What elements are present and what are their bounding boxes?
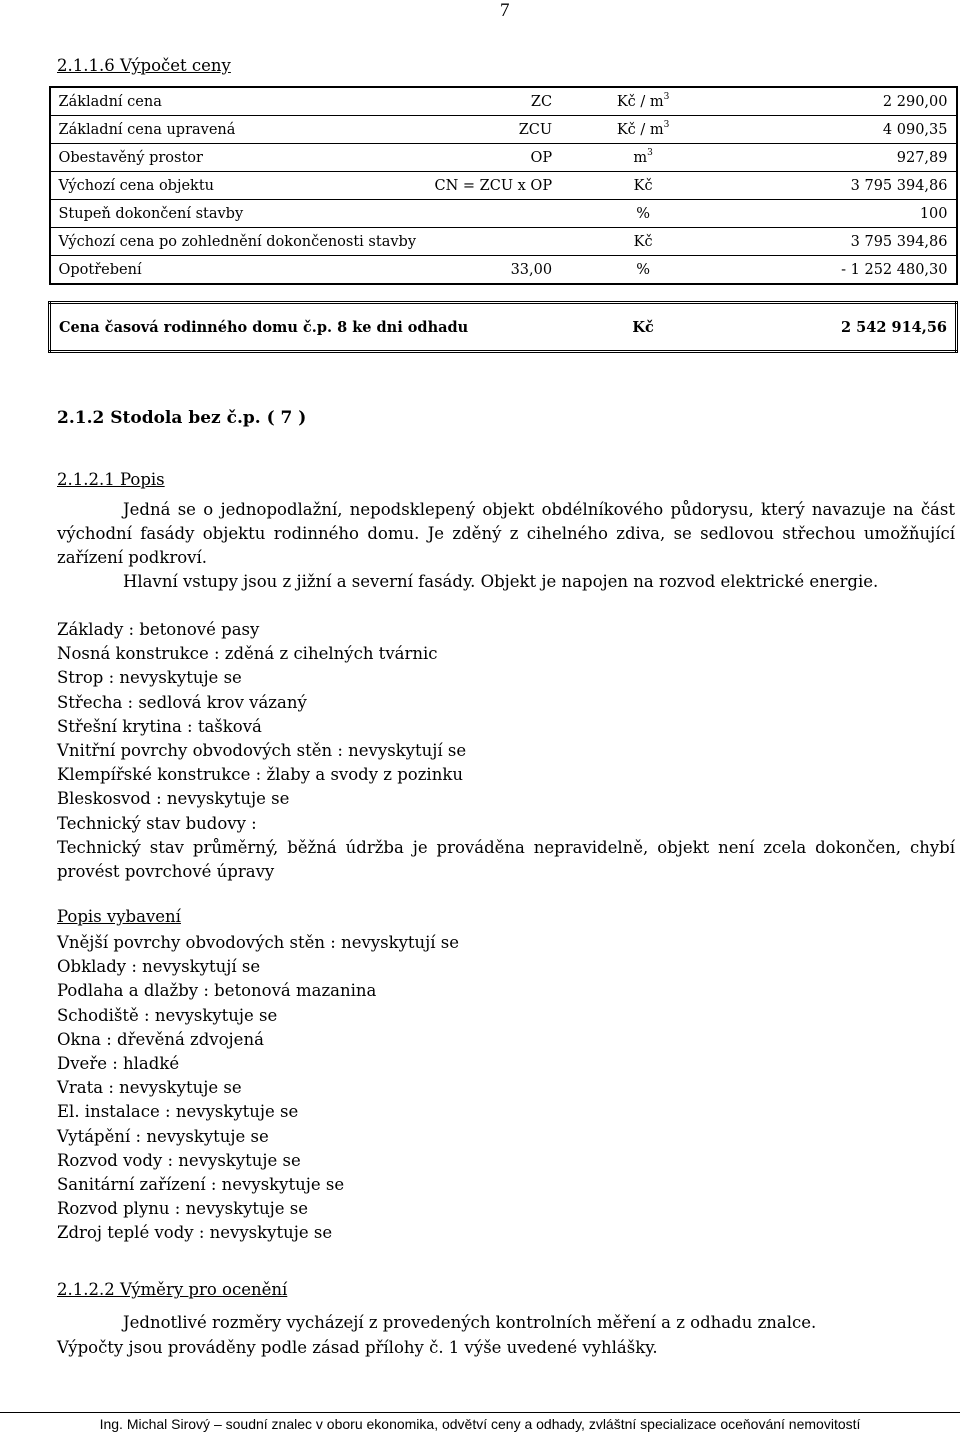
section-heading-price-calc: 2.1.1.6 Výpočet ceny (57, 56, 231, 75)
calc-row (50, 256, 957, 285)
calc-row-value: 2 290,00 (726, 87, 956, 116)
equipment-item: Rozvod plynu : nevyskytuje se (57, 1199, 309, 1219)
calc-row-unit-sup: 3 (663, 91, 670, 102)
measurements-paragraph (57, 1310, 955, 1360)
section-heading-description: 2.1.2.1 Popis (57, 470, 165, 489)
calc-row-value: 100 (726, 200, 956, 228)
calc-row-unit-base: Kč (633, 177, 653, 194)
equipment-list (57, 931, 955, 1246)
construction-item: Strop : nevyskytuje se (57, 668, 242, 688)
calc-row (50, 200, 957, 228)
footer-text: Ing. Michal Sirový – soudní znalec v oboru ekonomika, odvětví ceny a odhady, zvláštní specializace oceňování nemovitostí (99, 1416, 861, 1432)
calc-row-abbr: 33,00 (427, 256, 561, 285)
calc-row-value: 4 090,35 (726, 116, 956, 144)
calc-row-abbr: ZCU (427, 116, 561, 144)
calc-row (50, 228, 957, 256)
calc-row-unit (560, 144, 726, 172)
section-heading-measurements: 2.1.2.2 Výměry pro ocenění (57, 1280, 288, 1299)
calc-row-unit (560, 200, 726, 228)
description-paragraph-2-text: Hlavní vstupy jsou z jižní a severní fasády. Objekt je napojen na rozvod elektrické energie. (123, 572, 879, 591)
calc-spacer (50, 284, 957, 303)
calc-row-unit (560, 116, 726, 144)
equipment-item: El. instalace : nevyskytuje se (57, 1102, 299, 1122)
section-heading-barn-text: 2.1.2 Stodola bez č.p. ( 7 ) (57, 408, 307, 428)
equipment-item: Sanitární zařízení : nevyskytuje se (57, 1175, 345, 1195)
calc-row (50, 172, 957, 200)
calc-row-unit (560, 172, 726, 200)
calc-row-unit (560, 228, 726, 256)
calc-row-unit-base: % (636, 261, 650, 278)
equipment-heading: Popis vybavení (57, 907, 181, 926)
equipment-item: Vrata : nevyskytuje se (57, 1078, 242, 1098)
calc-row-abbr: OP (427, 144, 561, 172)
measurements-line-2: Výpočty jsou prováděny podle zásad přílohy č. 1 výše uvedené vyhlášky. (57, 1338, 658, 1357)
calc-row-value: 3 795 394,86 (726, 228, 956, 256)
measurements-line-1: Jednotlivé rozměry vycházejí z provedených kontrolních měření a z odhadu znalce. (123, 1313, 817, 1332)
calc-row-name: Výchozí cena objektu (50, 172, 427, 200)
section-heading-barn (57, 408, 306, 428)
calc-row-value: 927,89 (726, 144, 956, 172)
calc-row (50, 144, 957, 172)
construction-item: Střecha : sedlová krov vázaný (57, 692, 307, 712)
calc-row-unit (560, 256, 726, 285)
calc-row-value: 3 795 394,86 (726, 172, 956, 200)
construction-item: Střešní krytina : tašková (57, 716, 262, 736)
calc-total-name: Cena časová rodinného domu č.p. 8 ke dni odhadu (50, 303, 561, 352)
calc-row-unit-base: Kč / m (616, 93, 664, 110)
calc-row-abbr: CN = ZCU x OP (427, 172, 561, 200)
construction-item: Klempířské konstrukce : žlaby a svody z pozinku (57, 765, 463, 785)
calc-row-value: - 1 252 480,30 (726, 256, 956, 285)
calc-row-unit-base: m (633, 149, 648, 166)
footer-divider (0, 1412, 960, 1413)
construction-list (57, 618, 955, 884)
price-calculation-table (48, 86, 958, 353)
equipment-item: Vytápění : nevyskytuje se (57, 1126, 269, 1146)
description-paragraph-1-text: Jedná se o jednopodlažní, nepodsklepený objekt obdélníkového půdorysu, který navazuje na část východní fasády objektu rodinného domu. Je zděný z cihelného zdiva, se sedlovou střechou umožňující zařízení podkroví. (57, 500, 955, 567)
construction-item: Technický stav budovy : (57, 813, 257, 833)
equipment-item: Zdroj teplé vody : nevyskytuje se (57, 1223, 333, 1243)
calc-row-abbr: ZC (427, 87, 561, 116)
calc-row (50, 87, 957, 116)
calc-row-unit-base: Kč / m (616, 121, 664, 138)
calc-row-unit-base: % (636, 205, 650, 222)
construction-item: Základy : betonové pasy (57, 620, 260, 639)
equipment-item: Dveře : hladké (57, 1054, 180, 1074)
calc-row-name: Základní cena upravená (50, 116, 427, 144)
calc-row-name: Výchozí cena po zohlednění dokončenosti stavby (50, 228, 561, 256)
calc-row-unit-sup: 3 (663, 119, 670, 130)
calc-total-unit: Kč (560, 303, 726, 352)
calc-row (50, 116, 957, 144)
calc-row-unit (560, 87, 726, 116)
calc-total-row (50, 303, 957, 352)
page-number: 7 (500, 0, 510, 21)
calc-row-unit-sup: 3 (647, 147, 653, 158)
equipment-item: Rozvod vody : nevyskytuje se (57, 1150, 301, 1170)
equipment-item: Obklady : nevyskytují se (57, 957, 261, 977)
calc-row-name: Stupeň dokončení stavby (50, 200, 561, 228)
construction-item: Nosná konstrukce : zděná z cihelných tvárnic (57, 644, 438, 664)
construction-item: Bleskosvod : nevyskytuje se (57, 789, 290, 809)
technical-state-text: Technický stav průměrný, běžná údržba je prováděna nepravidelně, objekt není zcela dokončen, chybí provést povrchové úpravy (57, 837, 955, 882)
calc-total-value: 2 542 914,56 (726, 303, 956, 352)
equipment-item: Schodiště : nevyskytuje se (57, 1005, 278, 1025)
calc-row-name: Základní cena (50, 87, 427, 116)
equipment-item: Vnější povrchy obvodových stěn : nevyskytují se (57, 933, 460, 952)
calc-row-unit-base: Kč (633, 233, 653, 250)
calc-row-name: Opotřebení (50, 256, 427, 285)
description-paragraph-2 (57, 570, 955, 594)
description-paragraph-1 (57, 498, 955, 570)
construction-item: Vnitřní povrchy obvodových stěn : nevyskytují se (57, 741, 467, 761)
equipment-item: Podlaha a dlažby : betonová mazanina (57, 981, 377, 1001)
equipment-item: Okna : dřevěná zdvojená (57, 1029, 264, 1049)
calc-row-name: Obestavěný prostor (50, 144, 427, 172)
